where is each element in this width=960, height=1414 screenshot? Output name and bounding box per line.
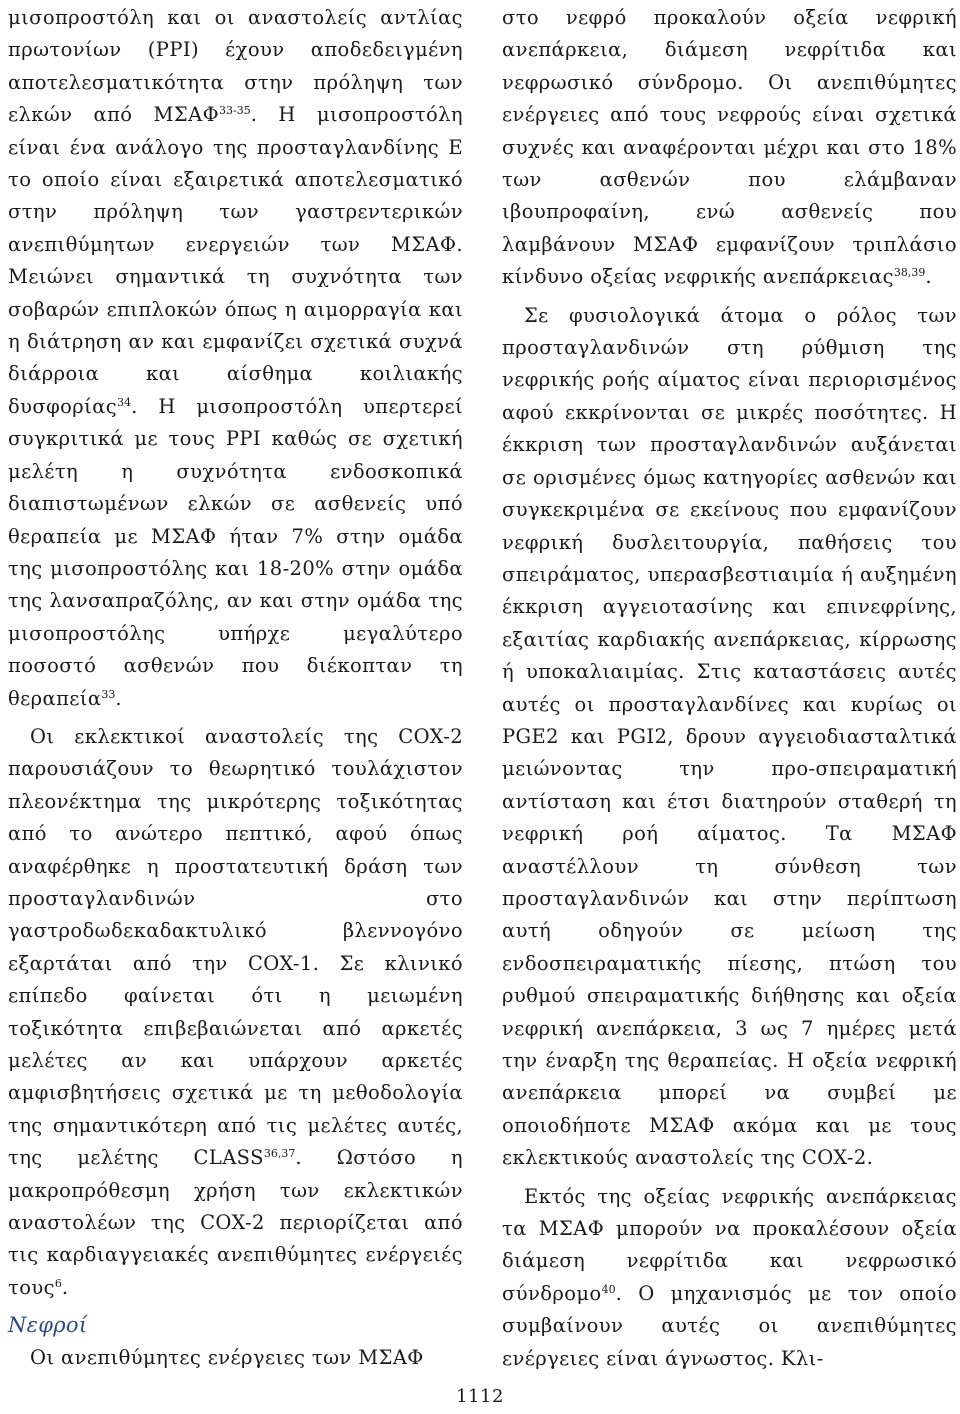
paragraph-kidneys-start: Οι ανεπιθύμητες ενέργειες των ΜΣΑΦ [30, 1346, 424, 1370]
text-run: . [115, 686, 123, 710]
paragraph-nephritis [502, 1181, 957, 1375]
text-run: . [925, 265, 933, 289]
citation: 36,37 [263, 1147, 296, 1161]
text-run: . Ο μηχανισμός με τον οποίο συμβαίνουν αυτές οι ανεπιθύμητες ενέργειες είναι άγνωστος. Κλι- [502, 1281, 957, 1370]
paragraph-cox2 [8, 721, 463, 1304]
paragraph-misoprostol [8, 2, 463, 715]
citation: 6 [54, 1276, 62, 1290]
section-heading-kidneys: Νεφροί [8, 1313, 88, 1338]
paragraph-renal-effects [502, 2, 957, 294]
text-run: μισοπροστόλη και οι αναστολείς αντλίας πρωτονίων (PPI) έχουν αποδεδειγμένη αποτελεσματικότητα στην πρόληψη των ελκών από ΜΣΑΦ [8, 6, 463, 127]
paragraph-prostaglandins: Σε φυσιολογικά άτομα ο ρόλος των προσταγλανδινών στη ρύθμιση της νεφρικής ροής αίματος είναι περιορισμένος αφού εκκρίνονται σε μικρές ποσότητες. Η έκκριση των προσταγλανδινών αυξάνεται σε ορισμένες όμως κατηγορίες ασθενών και συγκεκριμένα σε εκείνους που εμφανίζουν νεφρική δυσλειτουργία, παθήσεις του σπειράματος, υπερασβεστιαιμία ή αυξημένη έκκριση αγγειοτασίνης και επινεφρίνης, εξαιτίας καρδιακής ανεπάρκειας, κίρρωσης ή υποκαλιαιμίας. Στις καταστάσεις αυτές αυτές οι προσταγλανδίνες και κυρίως οι PGE2 και PGI2, δρουν αγγειοδιασταλτικά μειώνοντας την προ-σπειραματική αντίσταση και έτσι διατηρούν σταθερή τη νεφρική ροή αίματος. Τα ΜΣΑΦ αναστέλλουν τη σύνθεση των προσταγλανδινών και στην περίπτωση αυτή οδηγούν σε μείωση της ενδοσπειραματικής πίεσης, πτώση του ρυθμού σπειραματικής διήθησης και οξεία νεφρική ανεπάρκεια, 3 ως 7 ημέρες μετά την έναρξη της θεραπείας. Η οξεία νεφρική ανεπάρκεια μπορεί να συμβεί με οποιοδήποτε ΜΣΑΦ ακόμα και με τους εκλεκτικούς αναστολείς της COX-2. [502, 303, 957, 1170]
citation: 33 [101, 687, 116, 701]
citation: 34 [117, 395, 132, 409]
text-run: . Ωστόσο η μακροπρόθεσμη χρήση των εκλεκτικών αναστολέων της COX-2 περιορίζεται από τις καρδιαγγειακές ανεπιθύμητες ενέργειές τους [8, 1146, 463, 1299]
text-run: . Η μισοπροστόλη είναι ένα ανάλογο της προσταγλανδίνης E το οποίο είναι εξαιρετικά αποτελεσματικό στην πρόληψη των γαστρεντερικών ανεπιθύμητων ενεργειών των ΜΣΑΦ. Μειώνει σημαντικά τη συχνότητα των σοβαρών επιπλοκών όπως η αιμορραγία και η διάτρηση αν και εμφανίζει σχετικά συχνά διάρροια και αίσθημα κοιλιακής δυσφορίας [8, 103, 463, 418]
text-run: Οι εκλεκτικοί αναστολείς της COX-2 παρουσιάζουν το θεωρητικό τουλάχιστον πλεονέκτημα της μικρότερης τοξικότητας από το ανώτερο πεπτικό, αφού όπως αναφέρθηκε η προστατευτική δράση των προσταγλανδινών στο γαστροδωδεκαδακτυλικό βλεννογόνο εξαρτάται από την COX-1. Σε κλινικό επίπεδο φαίνεται ότι η μειωμένη τοξικότητα επιβεβαιώνεται από αρκετές μελέτες αν και υπάρχουν αρκετές αμφισβητήσεις σχετικά με τη μεθοδολογία της σημαντικότερη από τις μελέτες αυτές, της μελέτης CLASS [8, 724, 463, 1170]
left-column [8, 2, 463, 1375]
citation: 40 [601, 1282, 616, 1296]
page-number: 1112 [456, 1386, 504, 1407]
text-run: . [61, 1275, 69, 1299]
citation: 38,39 [893, 266, 926, 280]
text-run: στο νεφρό προκαλούν οξεία νεφρική ανεπάρκεια, διάμεση νεφρίτιδα και νεφρωσικό σύνδρομο. Οι ανεπιθύμητες ενέργειες από τους νεφρούς είναι σχετικά συχνές και αναφέρονται μέχρι και στο 18% των ασθενών που ελάμβαναν ιβουπροφαίνη, ενώ ασθενείς που λαμβάνουν ΜΣΑΦ εμφανίζουν τριπλάσιο κίνδυνο οξείας νεφρικής ανεπάρκειας [502, 6, 957, 289]
citation: 33-35 [218, 104, 251, 118]
text-run: Εκτός της οξείας νεφρικής ανεπάρκειας τα ΜΣΑΦ μπορούν να προκαλέσουν οξεία διάμεση νεφρίτιδα και νεφρωσικό σύνδρομο [502, 1184, 957, 1305]
text-run: . Η μισοπροστόλη υπερτερεί συγκριτικά με τους PPI καθώς σε σχετική μελέτη η συχνότητα ενδοσκοπικά διαπιστωμένων ελκών σε ασθενείς υπό θεραπεία με ΜΣΑΦ ήταν 7% στην ομάδα της μισοπροστόλης και 18-20% στην ομάδα της λανσαπραζόλης, αν και στην ομάδα της μισοπροστόλης υπήρχε μεγαλύτερο ποσοστό ασθενών που διέκοπταν τη θεραπεία [8, 394, 463, 710]
right-column [502, 2, 957, 1375]
